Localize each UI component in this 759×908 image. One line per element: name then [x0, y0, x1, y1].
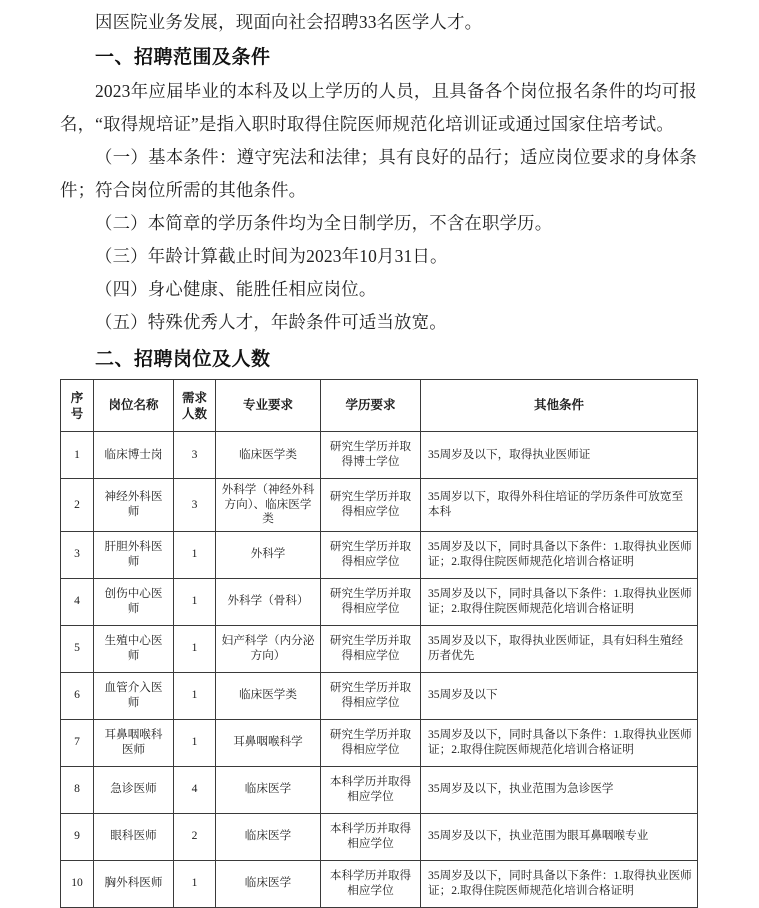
column-header-other: 其他条件	[421, 380, 698, 432]
table-body	[61, 432, 698, 908]
cell-title: 创伤中心医师	[94, 578, 174, 625]
cell-education: 研究生学历并取得博士学位	[321, 432, 421, 479]
table-row	[61, 531, 698, 578]
cell-other: 35周岁及以下，同时具备以下条件：1.取得执业医师证；2.取得住院医师规范化培训合格证明	[421, 860, 698, 907]
cell-education: 本科学历并取得相应学位	[321, 860, 421, 907]
cell-major: 临床医学类	[216, 432, 321, 479]
cell-title: 耳鼻咽喉科医师	[94, 719, 174, 766]
cell-major: 临床医学类	[216, 672, 321, 719]
cell-index: 9	[61, 813, 94, 860]
column-header-education: 学历要求	[321, 380, 421, 432]
cell-major: 耳鼻咽喉科学	[216, 719, 321, 766]
cell-index: 6	[61, 672, 94, 719]
cell-education: 研究生学历并取得相应学位	[321, 531, 421, 578]
cell-title: 胸外科医师	[94, 860, 174, 907]
cell-title: 肝胆外科医师	[94, 531, 174, 578]
cell-other: 35周岁及以下，取得执业医师证，具有妇科生殖经历者优先	[421, 625, 698, 672]
cell-index: 4	[61, 578, 94, 625]
column-header-count-line2: 人数	[181, 406, 207, 421]
cell-count: 1	[174, 578, 216, 625]
section-heading-two: 二、招聘岗位及人数	[95, 349, 271, 370]
column-header-index-line2: 号	[70, 406, 84, 421]
cell-title: 急诊医师	[94, 766, 174, 813]
cell-title: 生殖中心医师	[94, 625, 174, 672]
cell-education: 研究生学历并取得相应学位	[321, 672, 421, 719]
cell-count: 1	[174, 860, 216, 907]
cell-title: 临床博士岗	[94, 432, 174, 479]
table-row	[61, 432, 698, 479]
cell-count: 3	[174, 432, 216, 479]
column-header-count	[174, 380, 216, 432]
cell-count: 2	[174, 813, 216, 860]
cell-other: 35周岁及以下，同时具备以下条件：1.取得执业医师证；2.取得住院医师规范化培训合格证明	[421, 719, 698, 766]
cell-other: 35周岁及以下，同时具备以下条件：1.取得执业医师证；2.取得住院医师规范化培训合格证明	[421, 531, 698, 578]
cell-title: 眼科医师	[94, 813, 174, 860]
cell-count: 1	[174, 531, 216, 578]
cell-index: 7	[61, 719, 94, 766]
cell-education: 研究生学历并取得相应学位	[321, 625, 421, 672]
cell-index: 8	[61, 766, 94, 813]
cell-other: 35周岁以下，取得外科住培证的学历条件可放宽至本科	[421, 479, 698, 532]
column-header-index-line1: 序	[70, 390, 84, 405]
table-row	[61, 719, 698, 766]
cell-count: 1	[174, 672, 216, 719]
job-positions-table	[60, 379, 698, 908]
paragraph-education-conditions: （二）本简章的学历条件均为全日制学历，不含在职学历。	[95, 213, 553, 233]
paragraph-special-talent: （五）特殊优秀人才，年龄条件可适当放宽。	[95, 312, 447, 332]
table-header-row	[61, 380, 698, 432]
cell-index: 5	[61, 625, 94, 672]
table-row	[61, 479, 698, 532]
table-row	[61, 578, 698, 625]
cell-major: 临床医学	[216, 860, 321, 907]
table-row	[61, 625, 698, 672]
cell-index: 1	[61, 432, 94, 479]
section-heading-one: 一、招聘范围及条件	[95, 47, 271, 68]
cell-education: 研究生学历并取得相应学位	[321, 719, 421, 766]
cell-major: 外科学（骨科）	[216, 578, 321, 625]
cell-major: 临床医学	[216, 766, 321, 813]
table-row	[61, 766, 698, 813]
cell-major: 临床医学	[216, 813, 321, 860]
cell-title: 神经外科医师	[94, 479, 174, 532]
cell-other: 35周岁及以下，同时具备以下条件：1.取得执业医师证；2.取得住院医师规范化培训合格证明	[421, 578, 698, 625]
cell-major: 外科学（神经外科方向）、临床医学类	[216, 479, 321, 532]
cell-education: 研究生学历并取得相应学位	[321, 578, 421, 625]
cell-count: 3	[174, 479, 216, 532]
cell-major: 妇产科学（内分泌方向）	[216, 625, 321, 672]
cell-education: 本科学历并取得相应学位	[321, 813, 421, 860]
table-row	[61, 672, 698, 719]
paragraph-basic-conditions: （一）基本条件：遵守宪法和法律；具有良好的品行；适应岗位要求的身体条件；符合岗位所需的其他条件。	[60, 147, 697, 200]
cell-index: 10	[61, 860, 94, 907]
cell-count: 1	[174, 719, 216, 766]
column-header-index	[61, 380, 94, 432]
cell-education: 研究生学历并取得相应学位	[321, 479, 421, 532]
cell-other: 35周岁及以下，执业范围为急诊医学	[421, 766, 698, 813]
paragraph-scope: 2023年应届毕业的本科及以上学历的人员，且具备各个岗位报名条件的均可报名，“取得规培证”是指入职时取得住院医师规范化培训证或通过国家住培考试。	[60, 81, 697, 134]
cell-education: 本科学历并取得相应学位	[321, 766, 421, 813]
cell-major: 外科学	[216, 531, 321, 578]
paragraph-health-conditions: （四）身心健康、能胜任相应岗位。	[95, 279, 377, 299]
table-row	[61, 860, 698, 907]
cell-other: 35周岁及以下	[421, 672, 698, 719]
cell-index: 3	[61, 531, 94, 578]
intro-paragraph: 因医院业务发展，现面向社会招聘33名医学人才。	[95, 12, 483, 32]
column-header-title: 岗位名称	[94, 380, 174, 432]
cell-count: 4	[174, 766, 216, 813]
column-header-major: 专业要求	[216, 380, 321, 432]
paragraph-age-deadline: （三）年龄计算截止时间为2023年10月31日。	[95, 246, 448, 266]
table-header	[61, 380, 698, 432]
table-row	[61, 813, 698, 860]
cell-title: 血管介入医师	[94, 672, 174, 719]
cell-count: 1	[174, 625, 216, 672]
column-header-count-line1: 需求	[181, 390, 207, 405]
cell-other: 35周岁及以下，取得执业医师证	[421, 432, 698, 479]
cell-index: 2	[61, 479, 94, 532]
cell-other: 35周岁及以下，执业范围为眼耳鼻咽喉专业	[421, 813, 698, 860]
